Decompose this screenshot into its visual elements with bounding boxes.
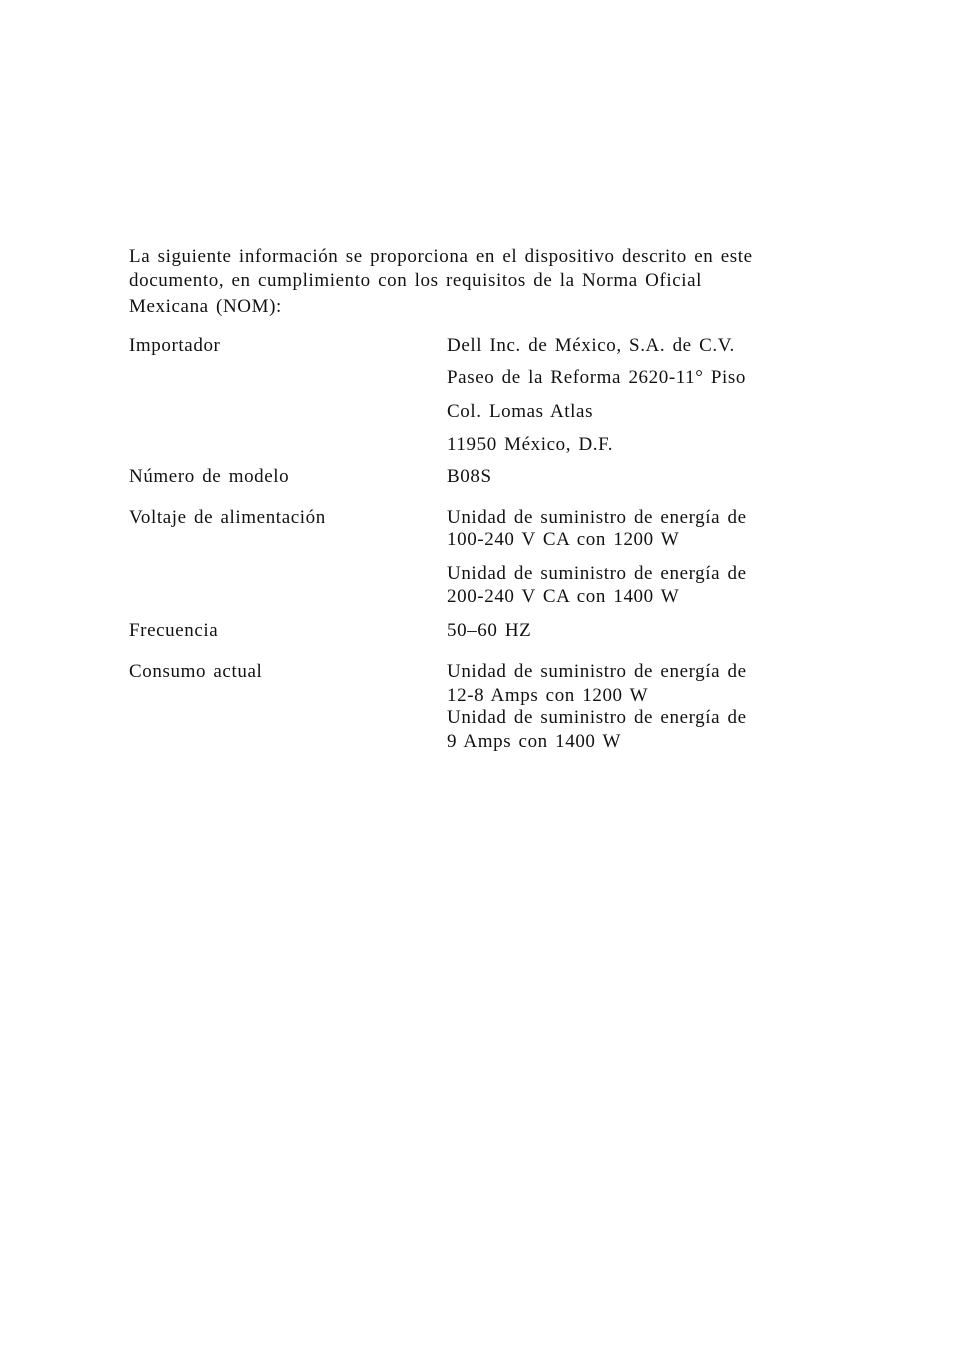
intro-line: La siguiente información se proporciona en el dispositivo descrito en este (129, 246, 753, 267)
value-line: 200-240 V CA con 1400 W (447, 586, 680, 607)
value-line: B08S (447, 466, 492, 487)
value-line: 9 Amps con 1400 W (447, 731, 622, 752)
value-line: Unidad de suministro de energía de (447, 661, 747, 682)
row-label: Frecuencia (129, 620, 219, 641)
value-line: Unidad de suministro de energía de (447, 707, 747, 728)
value-line: Unidad de suministro de energía de (447, 563, 747, 584)
row-label: Voltaje de alimentación (129, 507, 326, 528)
value-line: Dell Inc. de México, S.A. de C.V. (447, 335, 735, 356)
row-label: Número de modelo (129, 466, 290, 487)
value-line: Unidad de suministro de energía de (447, 507, 747, 528)
value-line: 12-8 Amps con 1200 W (447, 685, 649, 706)
value-line: 11950 México, D.F. (447, 434, 614, 455)
intro-paragraph (129, 245, 829, 319)
value-line: 100-240 V CA con 1200 W (447, 529, 680, 550)
value-line: Col. Lomas Atlas (447, 401, 594, 422)
row-label: Importador (129, 335, 221, 356)
value-line: Paseo de la Reforma 2620-11° Piso (447, 367, 746, 388)
row-label: Consumo actual (129, 661, 263, 682)
intro-line: Mexicana (NOM): (129, 296, 282, 317)
value-line: 50–60 HZ (447, 620, 532, 641)
intro-line: documento, en cumplimiento con los requisitos de la Norma Oficial (129, 270, 703, 291)
